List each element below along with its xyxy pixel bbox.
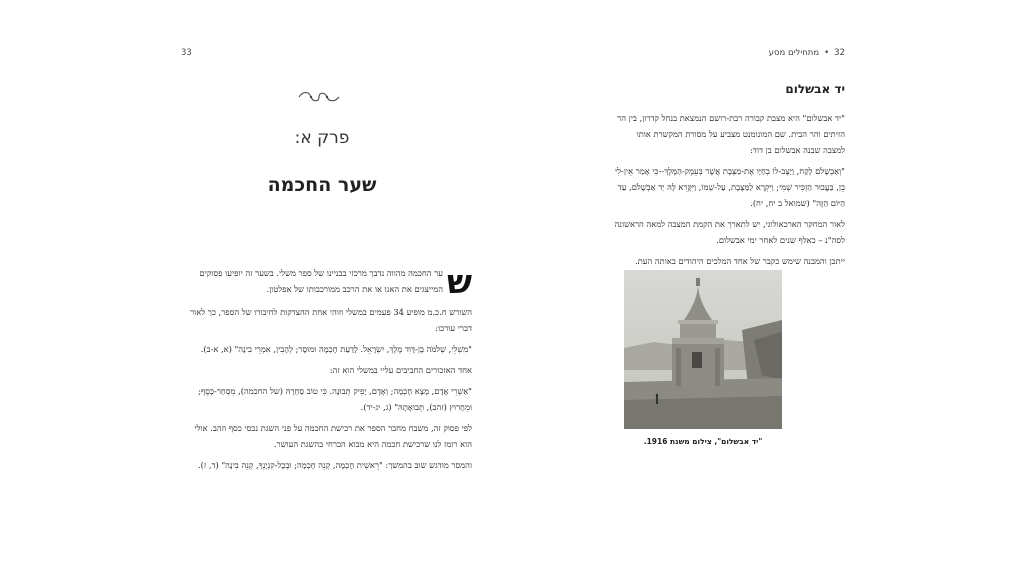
right-page [512,0,1024,576]
chapter-title: שער החכמה [267,174,377,196]
paragraph: "אַשְׁרֵי אָדָם, מָצָא חָכְמָה; וְאָדָם, יָפִיק תְּבוּנָה. כִּי טוֹב סַחְרָהּ (של החכמה), מִסְּחַר-כָּסֶף; וּמֵחָרוּץ (זהב), תְּבוּאָתָהּ" (ג, יג-יד). [198,386,472,412]
ornament-icon [297,89,341,105]
right-text-column [613,82,845,274]
header-separator: • [824,48,830,58]
paragraph: ייתכן והמבנה שימש כקבר של אחד המלכים היהודים באותה העת. [635,256,845,266]
left-text-column [181,262,472,478]
running-title: מתחילים מסע [768,48,820,58]
drop-cap: ש [446,262,472,301]
chapter-number: פרק א: [294,128,350,148]
section-title: יד אבשלום [785,82,845,96]
paragraph: לאור המחקר הארכאולוגי, יש לתארך את הקמת המצבה למאה הראשונה לסה"נ – כאלף שנים לאחר ימי אבשלום. [614,219,845,245]
page-number: 33 [181,48,192,58]
paragraph: ער החכמה מהווה נדבך מרכזי בבניינו של ספר משלי. בשער זה יופיעו פסוקים המייצגים את האגו או את הרכב ממורכבותו של אפלטון. [199,268,443,294]
running-header [764,48,845,58]
paragraph: "יד אבשלום" היא מצבת קבורה רבת-רושם הנמצאת בנחל קדרון, בין הר הזיתים והר הבית. שם המונומנט מצביע על מסורת המקשרת אותו למצבה שבנה אבשלום בן דוד: [617,113,845,155]
historical-photo [624,270,782,429]
paragraph: "וְאַבְשָׁלֹם לָקַח, וַיַּצֶּב-לוֹ בְחַיָּו אֶת-מַצֶּבֶת אֲשֶׁר בְּעֵמֶק-הַמֶּלֶךְ--כִּי אָמַר אֵין-לִי בֵן, בַּעֲבוּר הַזְכִּיר שְׁמִי; וַיִּקְרָא לַמַּצֶּבֶת, עַל-שְׁמוֹ, וַיִּקָּרֵא לָהּ יַד אַבְשָׁלֹם, עַד הַיּוֹם הַזֶּה" (שמואל ב יח, יח). [614,166,845,208]
photo-caption: "יד אבשלום", צילום משנת 1916. [643,437,763,446]
opening-paragraph [181,262,472,301]
paragraph: לפי פסוק זה, משבח מחבר הספר את רכישת החכמה על פני השגת נכסי כסף וזהב. אולי הוא רומז לנו שרכישת חכמה היא מבוא הכרחי בהשגת העושר. [194,423,472,449]
paragraph: והמסר מודגש שוב בהמשך: "רֵאשִׁית חָכְמָה, קְנֵה חָכְמָה; וּבְכָל-קִנְיָנְךָ, קְנֵה בִינָה" (ד, ז). [198,460,472,470]
paragraph: השורש ח.כ.מ מופיע 34 פעמים במשלי וזוהי אחת ההצדקות לחיבורו של הספר, כך לאור דברי עורכו: [190,307,472,333]
page-number: 32 [834,48,845,58]
paragraph: "מִשְׁלֵי, שְׁלֹמֹה בֶן-דָּוִד מֶלֶךְ, יִשְׂרָאֵל. לָדַעַת חָכְמָה וּמוּסָר; לְהָבִין, אִמְרֵי בִינָה" (א, א-ב). [200,344,472,354]
paragraph: אחד האזכורים החביבים עליי במשלי הוא זה: [329,365,472,375]
